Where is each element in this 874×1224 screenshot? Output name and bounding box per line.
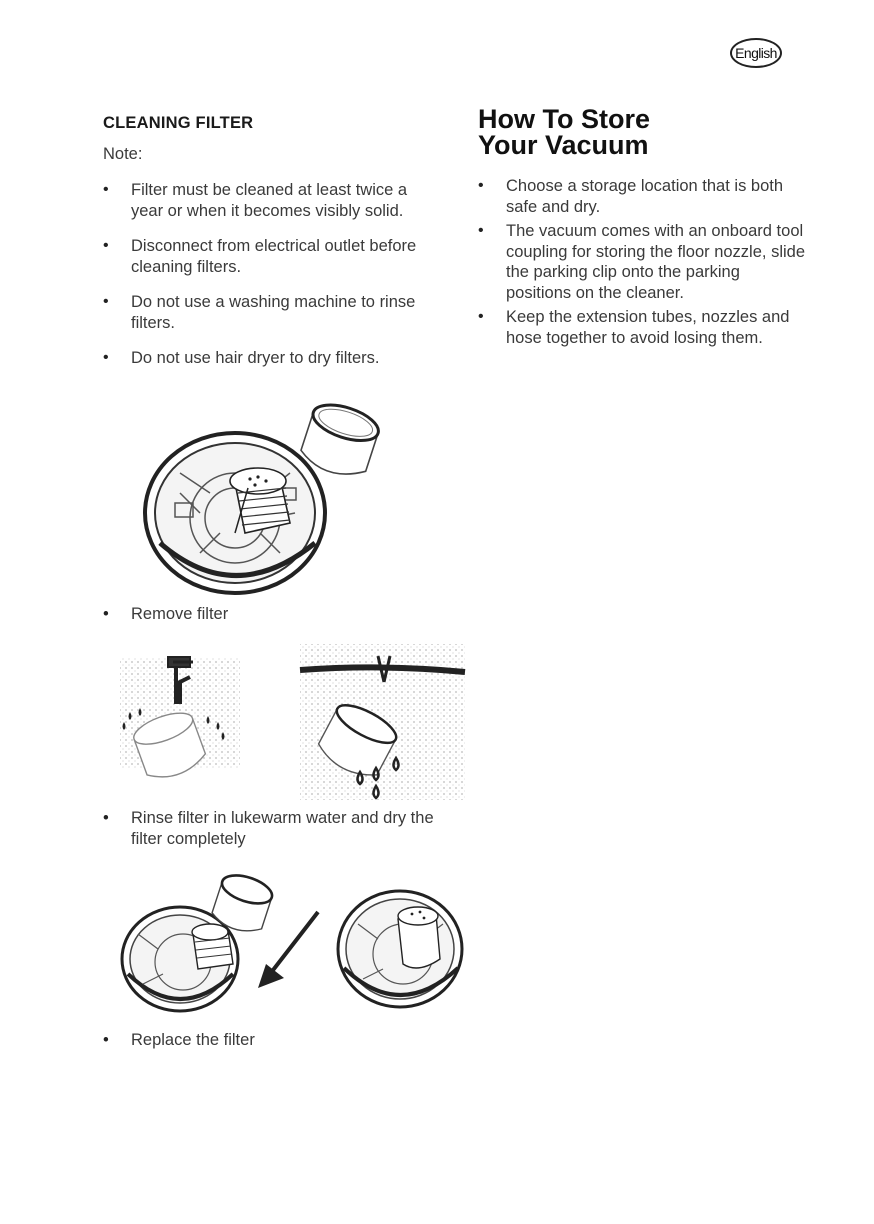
caption-text: • Remove filter [103,604,443,625]
storage-item: • Keep the extension tubes, nozzles and hose together to avoid losing them. [478,307,808,348]
section-title: CLEANING FILTER [103,114,254,132]
storage-item: • Choose a storage location that is both safe and dry. [478,176,808,217]
step-caption-remove [103,604,443,625]
step-caption-replace [103,1030,443,1051]
storage-list [478,176,808,348]
page-title [478,106,808,158]
note-item: • Filter must be cleaned at least twice a year or when it becomes visibly solid. [103,180,443,221]
notes-list [103,180,443,369]
filter-removal-illustration [140,393,380,603]
language-badge: English [730,38,782,68]
store-vacuum-section [478,106,808,352]
note-item: • Do not use hair dryer to dry filters. [103,348,443,369]
step-caption-rinse [103,808,443,849]
filter-rinse-illustration [118,642,468,802]
filter-replace-illustration [118,864,468,1024]
caption-text: • Rinse filter in lukewarm water and dry the filter completely [103,808,443,849]
note-item: • Do not use a washing machine to rinse filters. [103,292,443,333]
note-label: Note: [103,145,143,163]
caption-text: • Replace the filter [103,1030,443,1051]
note-item: • Disconnect from electrical outlet before cleaning filters. [103,236,443,277]
title-line-2: Your Vacuum [478,130,649,160]
storage-item: • The vacuum comes with an onboard tool coupling for storing the floor nozzle, slide the parking clip onto the parking positions on the cleaner. [478,221,808,303]
cleaning-filter-section [103,114,443,384]
title-line-1: How To Store [478,104,650,134]
